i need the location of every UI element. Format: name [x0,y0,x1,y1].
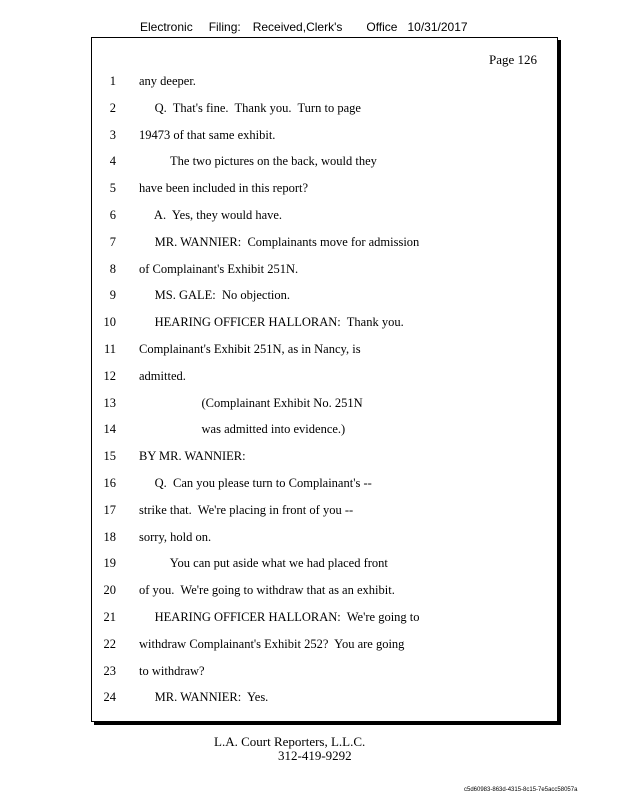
line-text: MR. WANNIER: Yes. [139,690,269,705]
line-text: BY MR. WANNIER: [139,449,246,464]
line-number: 24 [103,690,116,705]
transcript-line [92,664,552,684]
line-number: 1 [109,74,116,88]
line-text: HEARING OFFICER HALLORAN: We're going to [139,610,420,624]
line-text: The two pictures on the back, would they [139,154,377,169]
transcript-line [92,154,552,174]
line-number: 13 [103,395,116,410]
line-text: to withdraw? [139,663,205,678]
filing-date: 10/31/2017 [407,20,468,34]
transcript-line [92,556,552,576]
line-text: Complainant's Exhibit 251N, as in Nancy, is [139,342,361,356]
line-number: 6 [109,208,116,222]
transcript-line [92,637,552,657]
line-number: 8 [109,261,116,276]
filing-stamp [140,20,468,34]
line-number: 19 [103,556,116,571]
line-number: 3 [109,127,116,142]
page-number: Page 126 [488,52,537,67]
transcript-line [92,396,552,416]
transcript-page [91,37,558,722]
line-number: 22 [103,636,116,651]
line-text: 19473 of that same exhibit. [139,127,276,142]
line-number: 2 [109,100,116,115]
filing-received: Received,Clerk's [252,20,343,34]
line-number: 9 [109,288,116,303]
transcript-line [92,610,552,630]
line-text: was admitted into evidence.) [139,422,346,437]
line-text: withdraw Complainant's Exhibit 252? You are going [139,636,405,651]
transcript-line [92,476,552,496]
line-text: (Complainant Exhibit No. 251N [139,395,363,410]
line-text: have been included in this report? [139,181,309,196]
line-text: Q. Can you please turn to Complainant's -- [139,476,372,490]
line-number: 5 [109,181,116,196]
line-number: 20 [103,583,116,598]
line-text: MR. WANNIER: Complainants move for admission [139,234,420,249]
reporter-company: L.A. Court Reporters, L.L.C. [214,734,366,749]
transcript-line [92,208,552,228]
line-number: 23 [103,663,116,678]
line-text: Q. That's fine. Thank you. Turn to page [139,100,361,115]
filing-electronic: Electronic [140,20,193,34]
transcript-line [92,530,552,550]
transcript-line [92,342,552,362]
line-number: 4 [109,154,116,169]
line-text: sorry, hold on. [139,529,212,544]
line-text: HEARING OFFICER HALLORAN: Thank you. [139,315,404,330]
line-number: 14 [103,422,116,437]
line-text: A. Yes, they would have. [139,208,283,222]
transcript-line [92,262,552,282]
line-text: of Complainant's Exhibit 251N. [139,261,299,276]
transcript-line [92,74,552,94]
transcript-line [92,181,552,201]
transcript-line [92,101,552,121]
transcript-line [92,690,552,710]
line-number: 7 [109,234,116,249]
line-number: 11 [103,342,116,356]
transcript-line [92,503,552,523]
line-number: 17 [103,502,116,517]
line-text: admitted. [139,368,186,383]
line-text: You can put aside what we had placed front [139,556,388,571]
line-number: 15 [103,449,116,464]
transcript-line [92,235,552,255]
line-number: 10 [103,315,116,330]
filing-office: Office [366,20,398,34]
transcript-line [92,583,552,603]
transcript-line [92,422,552,442]
line-text: of you. We're going to withdraw that as an exhibit. [139,583,395,598]
filing-filing: Filing: [208,20,241,34]
line-text: any deeper. [139,74,196,88]
transcript-line [92,449,552,469]
transcript-line [92,128,552,148]
line-text: strike that. We're placing in front of you -- [139,502,354,517]
document-hash: c5d60983-863d-4315-8c15-7e5acc58057a [464,787,578,793]
transcript-line [92,369,552,389]
transcript-line [92,315,552,335]
reporter-phone: 312-419-9292 [278,748,352,763]
line-number: 18 [103,529,116,544]
line-number: 12 [103,368,116,383]
line-number: 21 [103,610,116,624]
line-text: MS. GALE: No objection. [139,288,291,303]
transcript-line [92,288,552,308]
line-number: 16 [103,476,116,490]
